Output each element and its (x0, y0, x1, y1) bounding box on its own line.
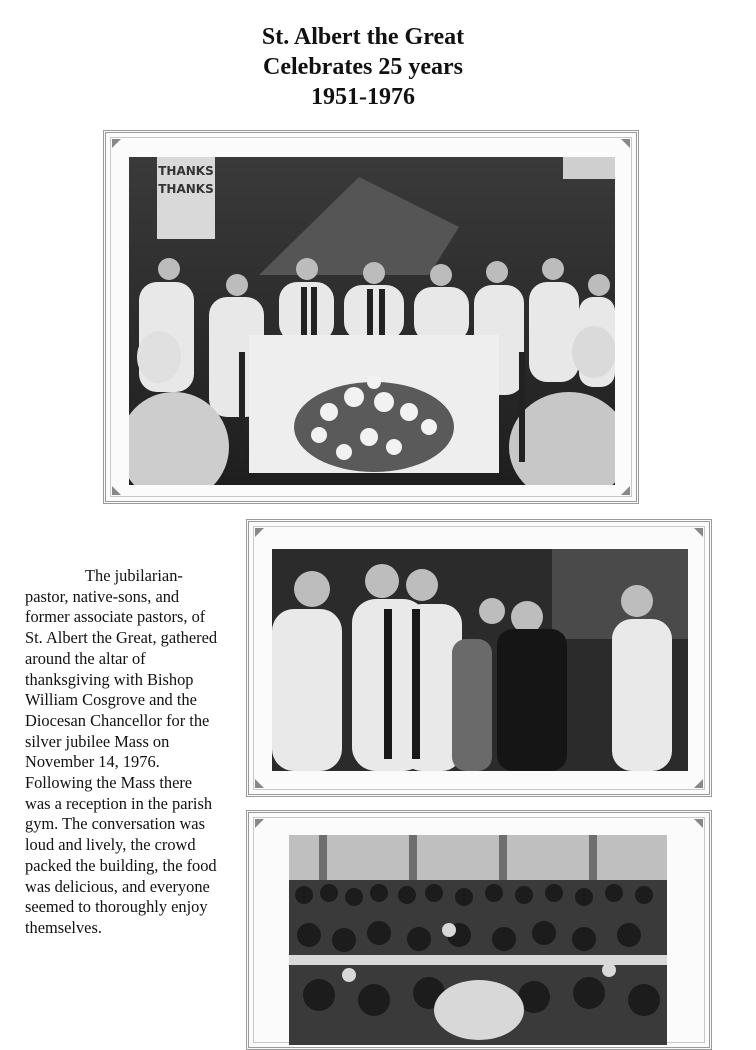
title-line-3: 1951-1976 (311, 84, 415, 110)
photo-frame-middle (246, 519, 712, 797)
reception-gym-photo (289, 835, 667, 1045)
clergy-greeting-photo (272, 549, 688, 771)
photo-frame-top (103, 130, 639, 504)
altar-mass-photo (129, 157, 615, 485)
title-line-1: St. Albert the Great (261, 24, 465, 50)
page-title (0, 22, 726, 112)
reception-crowd-illustration (289, 835, 667, 1045)
banner-text-2: THANKS (158, 182, 214, 196)
banner-text-1: THANKS (158, 164, 214, 178)
photo-frame-bottom (246, 810, 712, 1050)
title-line-2: Celebrates 25 years (263, 54, 463, 80)
clergy-greeting-illustration (272, 549, 688, 771)
altar-mass-illustration (129, 157, 615, 485)
caption-text (25, 566, 221, 939)
caption-paragraph: The jubilarian-pastor, native-sons, and former associate pastors, of St. Albert the Great, gathered around the altar of thanksgiving with Bishop William Cosgrove and the Diocesan Chancellor for the silver jubilee Mass on November 14, 1976. Following the Mass there was a reception in the parish gym. The conversation was loud and lively, the crowd packed the building, the food was delicious, and everyone seemed to thoroughly enjoy themselves. (25, 566, 218, 937)
